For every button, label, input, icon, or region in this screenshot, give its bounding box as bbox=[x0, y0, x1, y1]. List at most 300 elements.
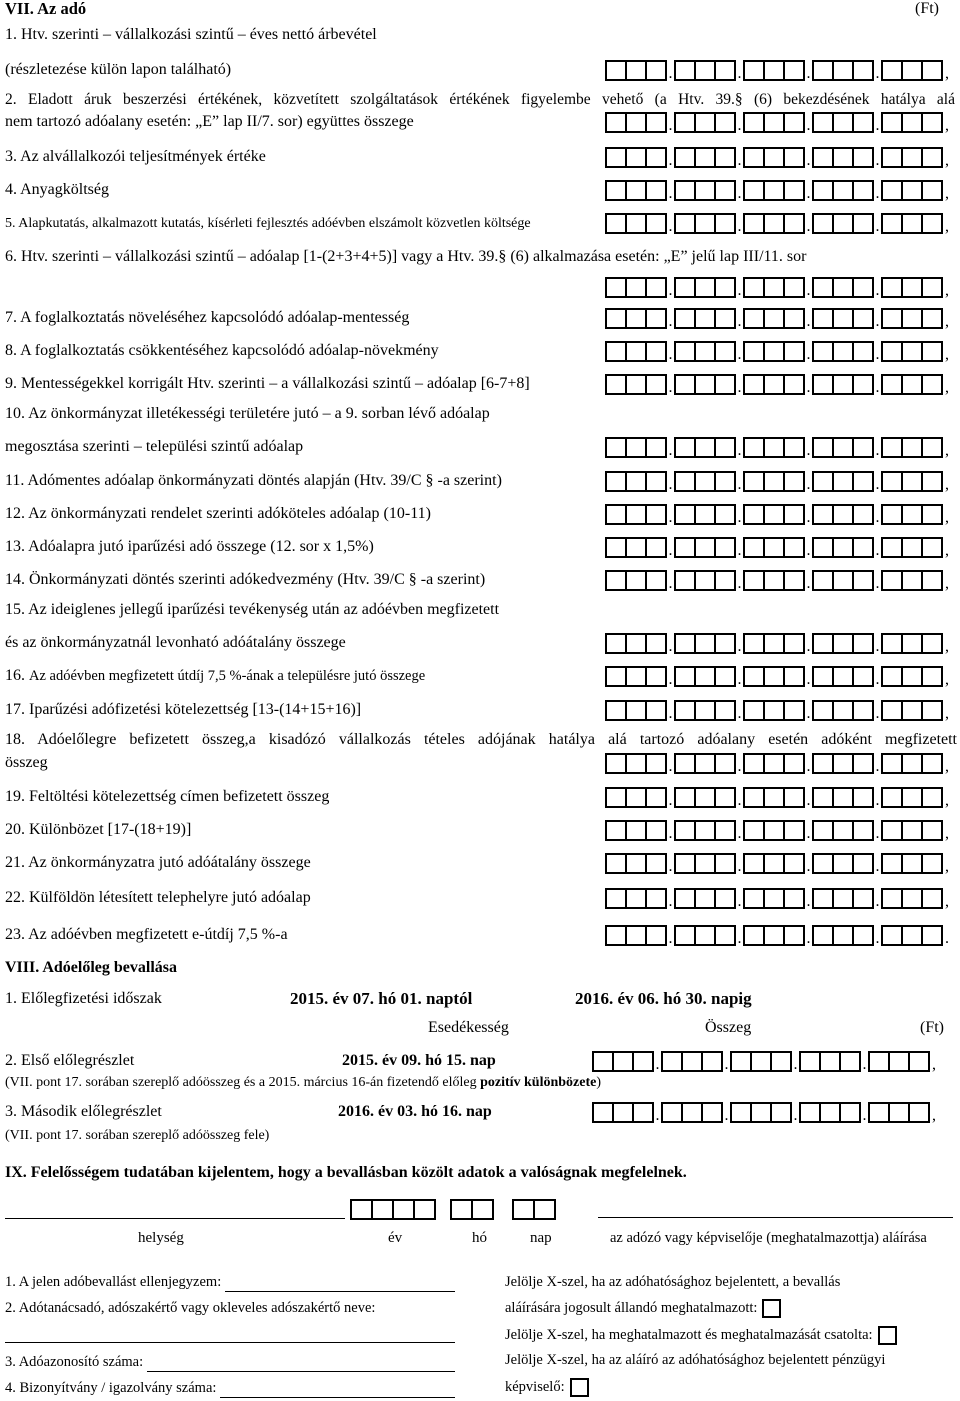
digit-cell[interactable] bbox=[605, 180, 627, 201]
digit-cell[interactable] bbox=[592, 1102, 614, 1123]
digit-cell[interactable] bbox=[812, 437, 834, 458]
digit-cell[interactable] bbox=[881, 537, 903, 558]
digit-cell[interactable] bbox=[881, 437, 903, 458]
digit-cell[interactable] bbox=[765, 504, 785, 525]
digit-cell[interactable] bbox=[881, 180, 903, 201]
advisor-name-field[interactable] bbox=[5, 1342, 455, 1343]
digit-cell[interactable] bbox=[674, 666, 696, 687]
digit-cell[interactable] bbox=[674, 147, 696, 168]
digit-cell[interactable] bbox=[765, 60, 785, 81]
digit-cell[interactable] bbox=[674, 180, 696, 201]
digit-cell[interactable] bbox=[716, 147, 736, 168]
digit-cell[interactable] bbox=[785, 925, 805, 946]
digit-cell[interactable] bbox=[605, 147, 627, 168]
digit-cell[interactable] bbox=[703, 1102, 723, 1123]
digit-cell[interactable] bbox=[647, 341, 667, 362]
digit-cell[interactable] bbox=[785, 308, 805, 329]
digit-cell[interactable] bbox=[841, 1102, 861, 1123]
digit-cell[interactable] bbox=[696, 471, 716, 492]
digit-cell[interactable] bbox=[834, 787, 854, 808]
digit-cell[interactable] bbox=[923, 633, 943, 654]
digit-cell[interactable] bbox=[716, 213, 736, 234]
digit-cell[interactable] bbox=[923, 504, 943, 525]
digit-cell[interactable] bbox=[627, 820, 647, 841]
digit-cell[interactable] bbox=[605, 277, 627, 298]
digit-cell[interactable] bbox=[881, 504, 903, 525]
digit-cell[interactable] bbox=[605, 537, 627, 558]
digit-cell[interactable] bbox=[696, 537, 716, 558]
digit-cell[interactable] bbox=[743, 666, 765, 687]
digit-cell[interactable] bbox=[923, 213, 943, 234]
digit-cell[interactable] bbox=[923, 341, 943, 362]
digit-cell[interactable] bbox=[674, 308, 696, 329]
digit-cell[interactable] bbox=[696, 277, 716, 298]
digit-cell[interactable] bbox=[674, 213, 696, 234]
digit-cell[interactable] bbox=[854, 471, 874, 492]
digit-cell[interactable] bbox=[674, 888, 696, 909]
digit-cell[interactable] bbox=[785, 633, 805, 654]
digit-cell[interactable] bbox=[696, 60, 716, 81]
digit-cell[interactable] bbox=[716, 888, 736, 909]
digit-cell[interactable] bbox=[881, 888, 903, 909]
digit-cell[interactable] bbox=[743, 180, 765, 201]
digit-cell[interactable] bbox=[696, 341, 716, 362]
digit-cell[interactable] bbox=[674, 787, 696, 808]
digit-cell[interactable] bbox=[647, 437, 667, 458]
digit-cell[interactable] bbox=[765, 925, 785, 946]
digit-cell[interactable] bbox=[854, 213, 874, 234]
digit-cell[interactable] bbox=[923, 666, 943, 687]
digit-cell[interactable] bbox=[923, 888, 943, 909]
digit-cell[interactable] bbox=[812, 888, 834, 909]
digit-cell[interactable] bbox=[881, 820, 903, 841]
digit-cell[interactable] bbox=[812, 374, 834, 395]
digit-cell[interactable] bbox=[605, 700, 627, 721]
countersign-field[interactable] bbox=[225, 1277, 455, 1292]
digit-cell[interactable] bbox=[881, 112, 903, 133]
digit-cell[interactable] bbox=[743, 147, 765, 168]
digit-cell[interactable] bbox=[785, 666, 805, 687]
digit-cell[interactable] bbox=[903, 753, 923, 774]
digit-cell[interactable] bbox=[696, 633, 716, 654]
digit-cell[interactable] bbox=[765, 112, 785, 133]
digit-cell[interactable] bbox=[854, 666, 874, 687]
digit-cell[interactable] bbox=[910, 1051, 930, 1072]
digit-cell[interactable] bbox=[923, 437, 943, 458]
digit-cell[interactable] bbox=[605, 60, 627, 81]
digit-cell[interactable] bbox=[605, 437, 627, 458]
digit-cell[interactable] bbox=[881, 570, 903, 591]
digit-cell[interactable] bbox=[627, 471, 647, 492]
digit-cell[interactable] bbox=[854, 308, 874, 329]
digit-cell[interactable] bbox=[743, 753, 765, 774]
digit-cell[interactable] bbox=[854, 277, 874, 298]
digit-cell[interactable] bbox=[614, 1051, 634, 1072]
digit-cell[interactable] bbox=[716, 112, 736, 133]
digit-cell[interactable] bbox=[881, 700, 903, 721]
digit-cell[interactable] bbox=[627, 60, 647, 81]
digit-cell[interactable] bbox=[785, 471, 805, 492]
digit-cell[interactable] bbox=[785, 341, 805, 362]
digit-cell[interactable] bbox=[854, 60, 874, 81]
digit-cell[interactable] bbox=[903, 308, 923, 329]
digit-cell[interactable] bbox=[743, 853, 765, 874]
digit-cell[interactable] bbox=[765, 633, 785, 654]
digit-cell[interactable] bbox=[841, 1051, 861, 1072]
digit-cell[interactable] bbox=[716, 820, 736, 841]
digit-cell[interactable] bbox=[647, 147, 667, 168]
digit-cell[interactable] bbox=[923, 820, 943, 841]
digit-cell[interactable] bbox=[627, 537, 647, 558]
digit-cell[interactable] bbox=[785, 374, 805, 395]
permanent-representative-checkbox[interactable] bbox=[762, 1299, 781, 1318]
digit-cell[interactable] bbox=[674, 504, 696, 525]
digit-cell[interactable] bbox=[854, 112, 874, 133]
digit-cell[interactable] bbox=[834, 753, 854, 774]
digit-cell[interactable] bbox=[683, 1102, 703, 1123]
digit-cell[interactable] bbox=[627, 787, 647, 808]
digit-cell[interactable] bbox=[674, 570, 696, 591]
digit-cell[interactable] bbox=[765, 570, 785, 591]
day-digit-cell[interactable] bbox=[512, 1199, 535, 1220]
digit-cell[interactable] bbox=[881, 633, 903, 654]
digit-cell[interactable] bbox=[696, 925, 716, 946]
digit-cell[interactable] bbox=[785, 437, 805, 458]
digit-cell[interactable] bbox=[696, 308, 716, 329]
digit-cell[interactable] bbox=[854, 787, 874, 808]
digit-cell[interactable] bbox=[716, 700, 736, 721]
digit-cell[interactable] bbox=[743, 570, 765, 591]
digit-cell[interactable] bbox=[674, 277, 696, 298]
digit-cell[interactable] bbox=[854, 504, 874, 525]
digit-cell[interactable] bbox=[647, 700, 667, 721]
digit-cell[interactable] bbox=[765, 437, 785, 458]
digit-cell[interactable] bbox=[743, 471, 765, 492]
digit-cell[interactable] bbox=[765, 753, 785, 774]
digit-cell[interactable] bbox=[696, 787, 716, 808]
digit-cell[interactable] bbox=[854, 700, 874, 721]
digit-cell[interactable] bbox=[903, 112, 923, 133]
digit-cell[interactable] bbox=[812, 213, 834, 234]
digit-cell[interactable] bbox=[592, 1051, 614, 1072]
digit-cell[interactable] bbox=[743, 374, 765, 395]
digit-cell[interactable] bbox=[903, 700, 923, 721]
digit-cell[interactable] bbox=[674, 753, 696, 774]
digit-cell[interactable] bbox=[627, 666, 647, 687]
digit-cell[interactable] bbox=[752, 1051, 772, 1072]
digit-cell[interactable] bbox=[765, 374, 785, 395]
digit-cell[interactable] bbox=[627, 925, 647, 946]
digit-cell[interactable] bbox=[854, 820, 874, 841]
digit-cell[interactable] bbox=[716, 753, 736, 774]
digit-cell[interactable] bbox=[903, 633, 923, 654]
digit-cell[interactable] bbox=[765, 277, 785, 298]
digit-cell[interactable] bbox=[605, 570, 627, 591]
tax-id-field[interactable] bbox=[147, 1357, 455, 1372]
digit-cell[interactable] bbox=[812, 925, 834, 946]
digit-cell[interactable] bbox=[674, 820, 696, 841]
digit-cell[interactable] bbox=[627, 374, 647, 395]
digit-cell[interactable] bbox=[605, 820, 627, 841]
digit-cell[interactable] bbox=[834, 888, 854, 909]
digit-cell[interactable] bbox=[696, 820, 716, 841]
digit-cell[interactable] bbox=[812, 60, 834, 81]
digit-cell[interactable] bbox=[696, 700, 716, 721]
digit-cell[interactable] bbox=[785, 147, 805, 168]
digit-cell[interactable] bbox=[881, 60, 903, 81]
digit-cell[interactable] bbox=[716, 180, 736, 201]
digit-cell[interactable] bbox=[923, 700, 943, 721]
digit-cell[interactable] bbox=[854, 853, 874, 874]
digit-cell[interactable] bbox=[799, 1051, 821, 1072]
digit-cell[interactable] bbox=[696, 853, 716, 874]
digit-cell[interactable] bbox=[812, 180, 834, 201]
digit-cell[interactable] bbox=[812, 537, 834, 558]
digit-cell[interactable] bbox=[765, 787, 785, 808]
digit-cell[interactable] bbox=[703, 1051, 723, 1072]
digit-cell[interactable] bbox=[903, 820, 923, 841]
digit-cell[interactable] bbox=[765, 820, 785, 841]
digit-cell[interactable] bbox=[890, 1102, 910, 1123]
digit-cell[interactable] bbox=[834, 570, 854, 591]
digit-cell[interactable] bbox=[716, 925, 736, 946]
digit-cell[interactable] bbox=[605, 374, 627, 395]
digit-cell[interactable] bbox=[716, 633, 736, 654]
digit-cell[interactable] bbox=[743, 213, 765, 234]
digit-cell[interactable] bbox=[854, 374, 874, 395]
digit-cell[interactable] bbox=[696, 570, 716, 591]
digit-cell[interactable] bbox=[923, 147, 943, 168]
digit-cell[interactable] bbox=[834, 853, 854, 874]
digit-cell[interactable] bbox=[854, 753, 874, 774]
digit-cell[interactable] bbox=[834, 60, 854, 81]
digit-cell[interactable] bbox=[743, 60, 765, 81]
digit-cell[interactable] bbox=[903, 60, 923, 81]
digit-cell[interactable] bbox=[743, 341, 765, 362]
digit-cell[interactable] bbox=[674, 633, 696, 654]
digit-cell[interactable] bbox=[716, 853, 736, 874]
digit-cell[interactable] bbox=[785, 213, 805, 234]
digit-cell[interactable] bbox=[674, 471, 696, 492]
digit-cell[interactable] bbox=[674, 60, 696, 81]
digit-cell[interactable] bbox=[799, 1102, 821, 1123]
digit-cell[interactable] bbox=[903, 180, 923, 201]
digit-cell[interactable] bbox=[881, 341, 903, 362]
digit-cell[interactable] bbox=[785, 180, 805, 201]
digit-cell[interactable] bbox=[605, 504, 627, 525]
digit-cell[interactable] bbox=[903, 147, 923, 168]
digit-cell[interactable] bbox=[730, 1051, 752, 1072]
digit-cell[interactable] bbox=[785, 504, 805, 525]
digit-cell[interactable] bbox=[661, 1102, 683, 1123]
digit-cell[interactable] bbox=[881, 666, 903, 687]
digit-cell[interactable] bbox=[903, 437, 923, 458]
digit-cell[interactable] bbox=[627, 112, 647, 133]
digit-cell[interactable] bbox=[868, 1051, 890, 1072]
digit-cell[interactable] bbox=[785, 537, 805, 558]
digit-cell[interactable] bbox=[923, 537, 943, 558]
digit-cell[interactable] bbox=[627, 437, 647, 458]
digit-cell[interactable] bbox=[696, 147, 716, 168]
digit-cell[interactable] bbox=[730, 1102, 752, 1123]
digit-cell[interactable] bbox=[743, 437, 765, 458]
digit-cell[interactable] bbox=[647, 308, 667, 329]
digit-cell[interactable] bbox=[743, 537, 765, 558]
digit-cell[interactable] bbox=[674, 925, 696, 946]
digit-cell[interactable] bbox=[696, 666, 716, 687]
digit-cell[interactable] bbox=[890, 1051, 910, 1072]
digit-cell[interactable] bbox=[903, 853, 923, 874]
month-digit-cell[interactable] bbox=[450, 1199, 473, 1220]
digit-cell[interactable] bbox=[674, 853, 696, 874]
digit-cell[interactable] bbox=[716, 341, 736, 362]
digit-cell[interactable] bbox=[881, 308, 903, 329]
year-digit-cell[interactable] bbox=[415, 1199, 436, 1220]
digit-cell[interactable] bbox=[743, 277, 765, 298]
digit-cell[interactable] bbox=[903, 213, 923, 234]
digit-cell[interactable] bbox=[696, 374, 716, 395]
digit-cell[interactable] bbox=[647, 112, 667, 133]
digit-cell[interactable] bbox=[772, 1102, 792, 1123]
digit-cell[interactable] bbox=[674, 537, 696, 558]
digit-cell[interactable] bbox=[605, 308, 627, 329]
digit-cell[interactable] bbox=[696, 888, 716, 909]
digit-cell[interactable] bbox=[868, 1102, 890, 1123]
digit-cell[interactable] bbox=[881, 787, 903, 808]
digit-cell[interactable] bbox=[923, 853, 943, 874]
digit-cell[interactable] bbox=[854, 570, 874, 591]
digit-cell[interactable] bbox=[647, 853, 667, 874]
digit-cell[interactable] bbox=[647, 180, 667, 201]
digit-cell[interactable] bbox=[634, 1051, 654, 1072]
digit-cell[interactable] bbox=[627, 853, 647, 874]
digit-cell[interactable] bbox=[785, 787, 805, 808]
digit-cell[interactable] bbox=[627, 341, 647, 362]
digit-cell[interactable] bbox=[765, 888, 785, 909]
digit-cell[interactable] bbox=[923, 180, 943, 201]
digit-cell[interactable] bbox=[743, 787, 765, 808]
digit-cell[interactable] bbox=[881, 925, 903, 946]
digit-cell[interactable] bbox=[765, 213, 785, 234]
place-field[interactable] bbox=[5, 1218, 345, 1219]
digit-cell[interactable] bbox=[854, 147, 874, 168]
digit-cell[interactable] bbox=[903, 537, 923, 558]
digit-cell[interactable] bbox=[812, 341, 834, 362]
digit-cell[interactable] bbox=[834, 537, 854, 558]
digit-cell[interactable] bbox=[765, 666, 785, 687]
digit-cell[interactable] bbox=[614, 1102, 634, 1123]
digit-cell[interactable] bbox=[647, 374, 667, 395]
digit-cell[interactable] bbox=[716, 437, 736, 458]
digit-cell[interactable] bbox=[743, 308, 765, 329]
digit-cell[interactable] bbox=[812, 633, 834, 654]
digit-cell[interactable] bbox=[834, 308, 854, 329]
digit-cell[interactable] bbox=[743, 504, 765, 525]
digit-cell[interactable] bbox=[752, 1102, 772, 1123]
digit-cell[interactable] bbox=[903, 570, 923, 591]
digit-cell[interactable] bbox=[716, 277, 736, 298]
digit-cell[interactable] bbox=[923, 753, 943, 774]
month-digit-cell[interactable] bbox=[473, 1199, 494, 1220]
digit-cell[interactable] bbox=[785, 888, 805, 909]
digit-cell[interactable] bbox=[854, 341, 874, 362]
digit-cell[interactable] bbox=[765, 308, 785, 329]
digit-cell[interactable] bbox=[834, 374, 854, 395]
digit-cell[interactable] bbox=[627, 753, 647, 774]
digit-cell[interactable] bbox=[923, 787, 943, 808]
digit-cell[interactable] bbox=[627, 888, 647, 909]
digit-cell[interactable] bbox=[647, 787, 667, 808]
digit-cell[interactable] bbox=[834, 666, 854, 687]
digit-cell[interactable] bbox=[903, 925, 923, 946]
digit-cell[interactable] bbox=[903, 666, 923, 687]
digit-cell[interactable] bbox=[716, 60, 736, 81]
digit-cell[interactable] bbox=[674, 700, 696, 721]
digit-cell[interactable] bbox=[716, 666, 736, 687]
digit-cell[interactable] bbox=[910, 1102, 930, 1123]
digit-cell[interactable] bbox=[821, 1102, 841, 1123]
digit-cell[interactable] bbox=[785, 853, 805, 874]
digit-cell[interactable] bbox=[881, 753, 903, 774]
year-digit-cell[interactable] bbox=[350, 1199, 373, 1220]
digit-cell[interactable] bbox=[716, 570, 736, 591]
digit-cell[interactable] bbox=[785, 820, 805, 841]
digit-cell[interactable] bbox=[647, 570, 667, 591]
digit-cell[interactable] bbox=[674, 374, 696, 395]
digit-cell[interactable] bbox=[683, 1051, 703, 1072]
digit-cell[interactable] bbox=[812, 308, 834, 329]
digit-cell[interactable] bbox=[743, 925, 765, 946]
digit-cell[interactable] bbox=[627, 570, 647, 591]
digit-cell[interactable] bbox=[772, 1051, 792, 1072]
digit-cell[interactable] bbox=[834, 277, 854, 298]
digit-cell[interactable] bbox=[627, 147, 647, 168]
power-of-attorney-attached-checkbox[interactable] bbox=[878, 1326, 897, 1345]
digit-cell[interactable] bbox=[743, 700, 765, 721]
digit-cell[interactable] bbox=[696, 112, 716, 133]
digit-cell[interactable] bbox=[834, 633, 854, 654]
digit-cell[interactable] bbox=[647, 633, 667, 654]
digit-cell[interactable] bbox=[881, 853, 903, 874]
digit-cell[interactable] bbox=[903, 504, 923, 525]
digit-cell[interactable] bbox=[605, 925, 627, 946]
digit-cell[interactable] bbox=[834, 180, 854, 201]
digit-cell[interactable] bbox=[834, 341, 854, 362]
digit-cell[interactable] bbox=[834, 504, 854, 525]
digit-cell[interactable] bbox=[743, 112, 765, 133]
digit-cell[interactable] bbox=[812, 753, 834, 774]
digit-cell[interactable] bbox=[785, 277, 805, 298]
digit-cell[interactable] bbox=[854, 888, 874, 909]
digit-cell[interactable] bbox=[627, 277, 647, 298]
digit-cell[interactable] bbox=[627, 633, 647, 654]
digit-cell[interactable] bbox=[743, 820, 765, 841]
financial-representative-checkbox[interactable] bbox=[570, 1378, 589, 1397]
digit-cell[interactable] bbox=[854, 925, 874, 946]
digit-cell[interactable] bbox=[647, 666, 667, 687]
digit-cell[interactable] bbox=[605, 471, 627, 492]
digit-cell[interactable] bbox=[696, 213, 716, 234]
digit-cell[interactable] bbox=[647, 888, 667, 909]
digit-cell[interactable] bbox=[647, 925, 667, 946]
digit-cell[interactable] bbox=[785, 112, 805, 133]
digit-cell[interactable] bbox=[647, 277, 667, 298]
digit-cell[interactable] bbox=[696, 753, 716, 774]
day-digit-cell[interactable] bbox=[535, 1199, 556, 1220]
digit-cell[interactable] bbox=[854, 537, 874, 558]
digit-cell[interactable] bbox=[647, 537, 667, 558]
digit-cell[interactable] bbox=[765, 537, 785, 558]
